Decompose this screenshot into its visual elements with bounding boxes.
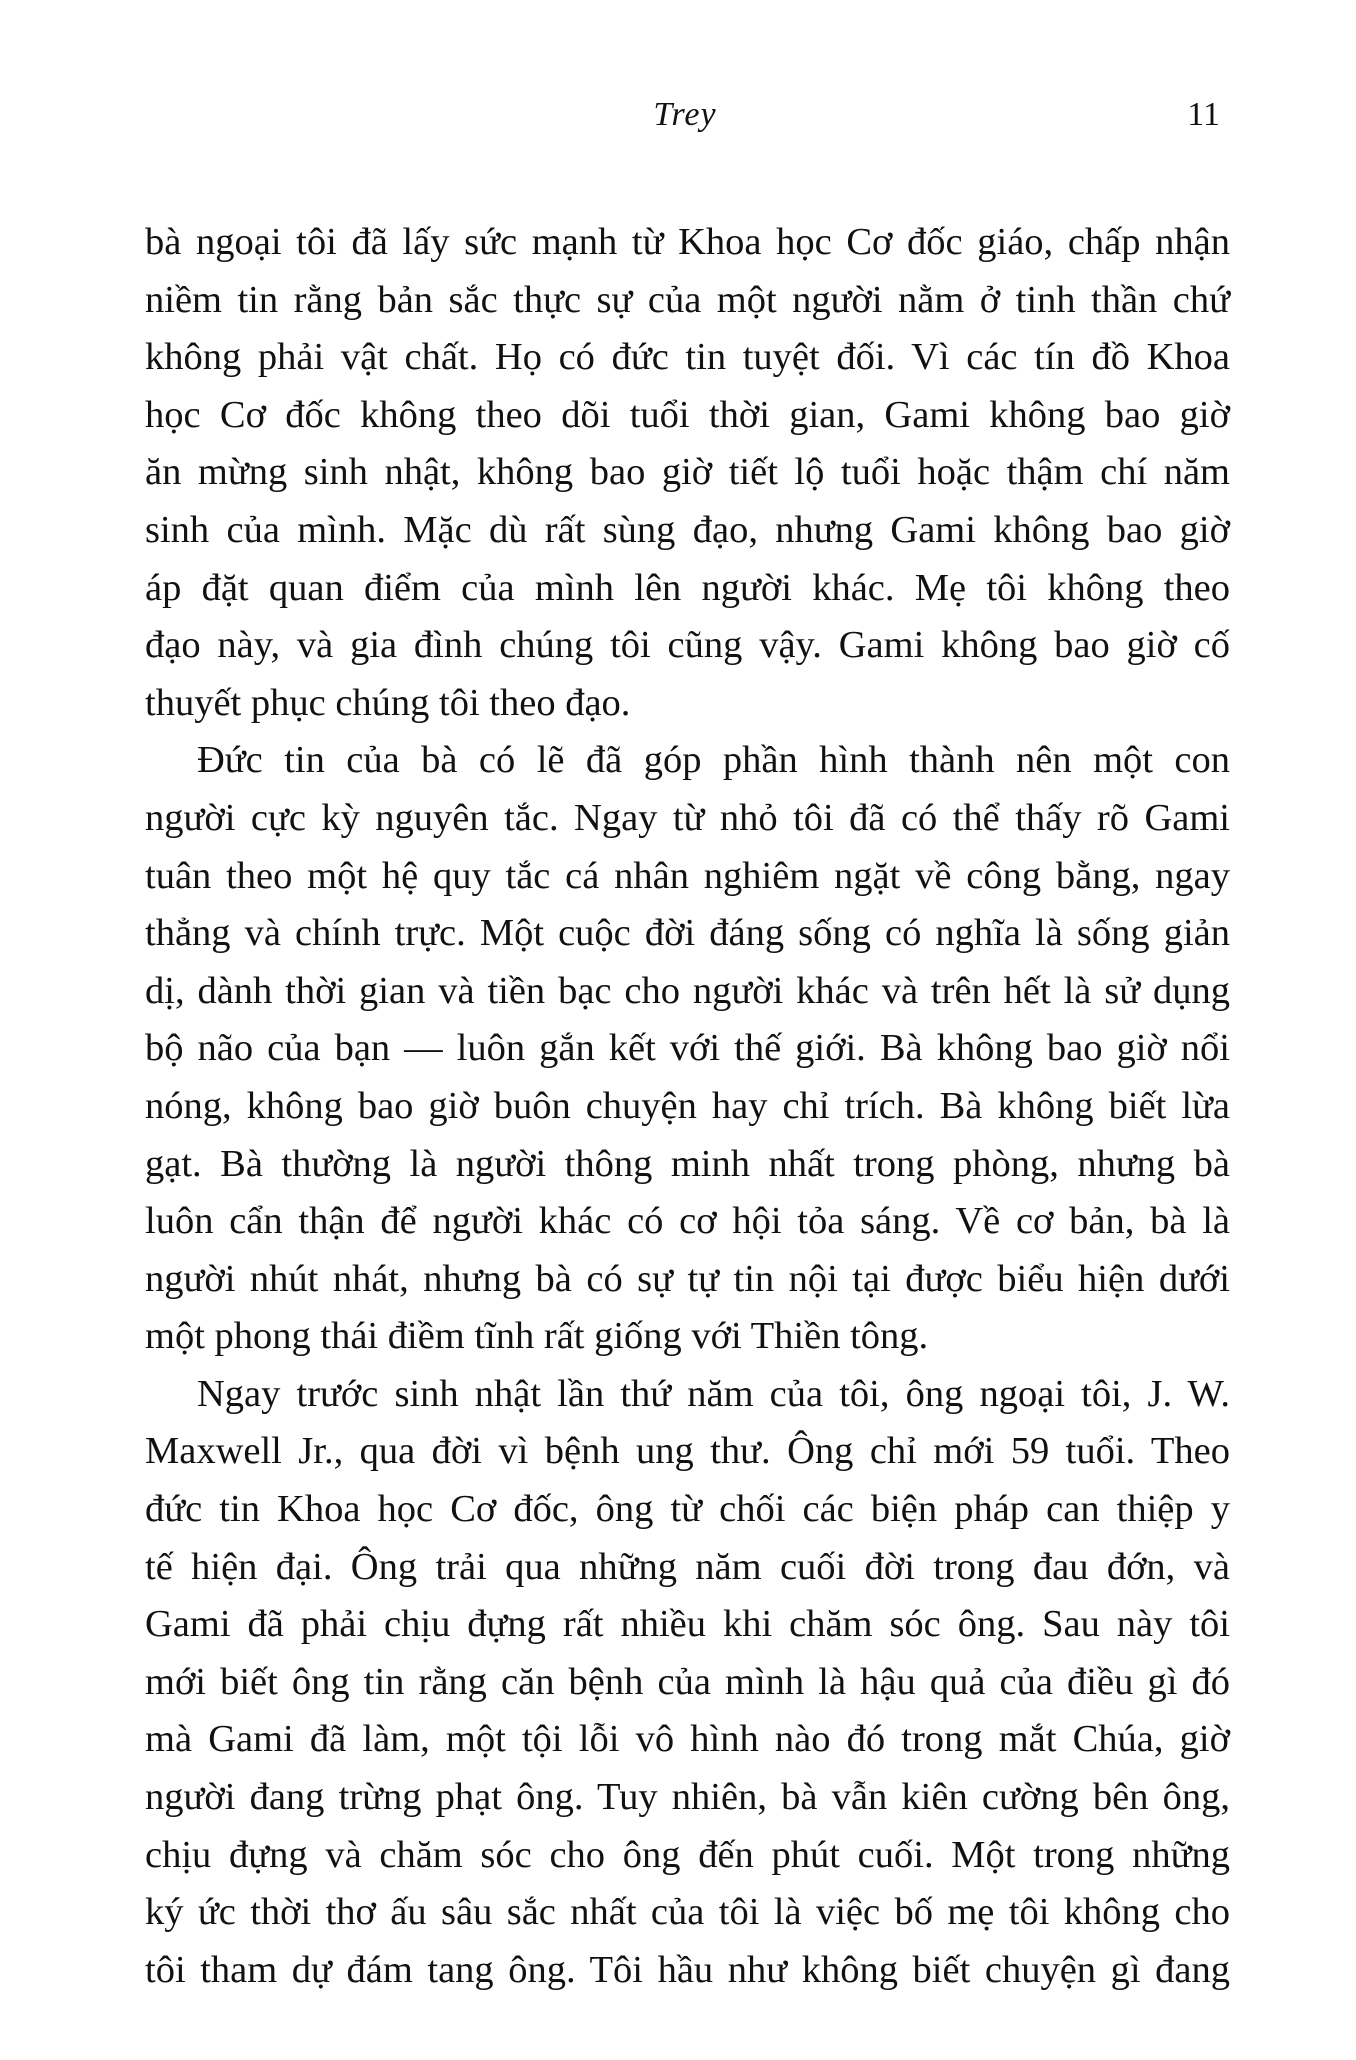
text-line: thẳng và chính trực. Một cuộc đời đáng sống có nghĩa là sống giản <box>145 912 1230 955</box>
text-line: bà ngoại tôi đã lấy sức mạnh từ Khoa học Cơ đốc giáo, chấp nhận <box>145 221 1230 263</box>
text-line: người đang trừng phạt ông. Tuy nhiên, bà vẫn kiên cường bên ông, <box>145 1776 1230 1819</box>
text-line: thuyết phục chúng tôi theo đạo. <box>145 681 631 724</box>
text-line: đạo này, và gia đình chúng tôi cũng vậy. Gami không bao giờ cố <box>145 624 1230 667</box>
text-line: Maxwell Jr., qua đời vì bệnh ung thư. Ông chỉ mới 59 tuổi. Theo <box>145 1430 1230 1473</box>
text-line: chịu đựng và chăm sóc cho ông đến phút cuối. Một trong những <box>145 1833 1230 1876</box>
text-line: mới biết ông tin rằng căn bệnh của mình là hậu quả của điều gì đó <box>145 1660 1230 1703</box>
text-line: dị, dành thời gian và tiền bạc cho người khác và trên hết là sử dụng <box>145 969 1230 1012</box>
running-head <box>150 96 1220 146</box>
page-number: 11 <box>1187 96 1220 133</box>
text-line: sinh của mình. Mặc dù rất sùng đạo, nhưng Gami không bao giờ <box>145 508 1230 551</box>
text-line: không phải vật chất. Họ có đức tin tuyệt đối. Vì các tín đồ Khoa <box>145 336 1230 379</box>
text-line: Gami đã phải chịu đựng rất nhiều khi chăm sóc ông. Sau này tôi <box>145 1603 1230 1646</box>
text-line: đức tin Khoa học Cơ đốc, ông từ chối các biện pháp can thiệp y <box>145 1488 1230 1531</box>
text-line: người nhút nhát, nhưng bà có sự tự tin nội tại được biểu hiện dưới <box>145 1257 1230 1300</box>
text-line: tuân theo một hệ quy tắc cá nhân nghiêm ngặt về công bằng, ngay <box>145 854 1230 897</box>
text-line: người cực kỳ nguyên tắc. Ngay từ nhỏ tôi đã có thể thấy rõ Gami <box>145 796 1230 839</box>
body-text <box>145 214 1230 1999</box>
text-line: niềm tin rằng bản sắc thực sự của một người nằm ở tinh thần chứ <box>145 278 1230 321</box>
text-line: luôn cẩn thận để người khác có cơ hội tỏa sáng. Về cơ bản, bà là <box>145 1200 1230 1243</box>
text-line: bộ não của bạn — luôn gắn kết với thế giới. Bà không bao giờ nổi <box>145 1027 1230 1070</box>
running-title: Trey <box>653 96 717 133</box>
text-line: tôi tham dự đám tang ông. Tôi hầu như không biết chuyện gì đang <box>145 1948 1230 1991</box>
text-line: ăn mừng sinh nhật, không bao giờ tiết lộ tuổi hoặc thậm chí năm <box>145 451 1230 494</box>
text-line: nóng, không bao giờ buôn chuyện hay chỉ trích. Bà không biết lừa <box>145 1084 1230 1127</box>
text-line: một phong thái điềm tĩnh rất giống với Thiền tông. <box>145 1315 929 1358</box>
text-line: tế hiện đại. Ông trải qua những năm cuối đời trong đau đớn, và <box>145 1545 1230 1588</box>
text-line: gạt. Bà thường là người thông minh nhất trong phòng, nhưng bà <box>145 1142 1230 1185</box>
text-line: học Cơ đốc không theo dõi tuổi thời gian, Gami không bao giờ <box>145 393 1230 436</box>
text-line: Ngay trước sinh nhật lần thứ năm của tôi, ông ngoại tôi, J. W. <box>197 1372 1230 1415</box>
text-line: áp đặt quan điểm của mình lên người khác. Mẹ tôi không theo <box>145 566 1230 609</box>
text-line: ký ức thời thơ ấu sâu sắc nhất của tôi là việc bố mẹ tôi không cho <box>145 1891 1230 1934</box>
text-line: Đức tin của bà có lẽ đã góp phần hình thành nên một con <box>197 739 1230 782</box>
text-line: mà Gami đã làm, một tội lỗi vô hình nào đó trong mắt Chúa, giờ <box>145 1718 1230 1761</box>
